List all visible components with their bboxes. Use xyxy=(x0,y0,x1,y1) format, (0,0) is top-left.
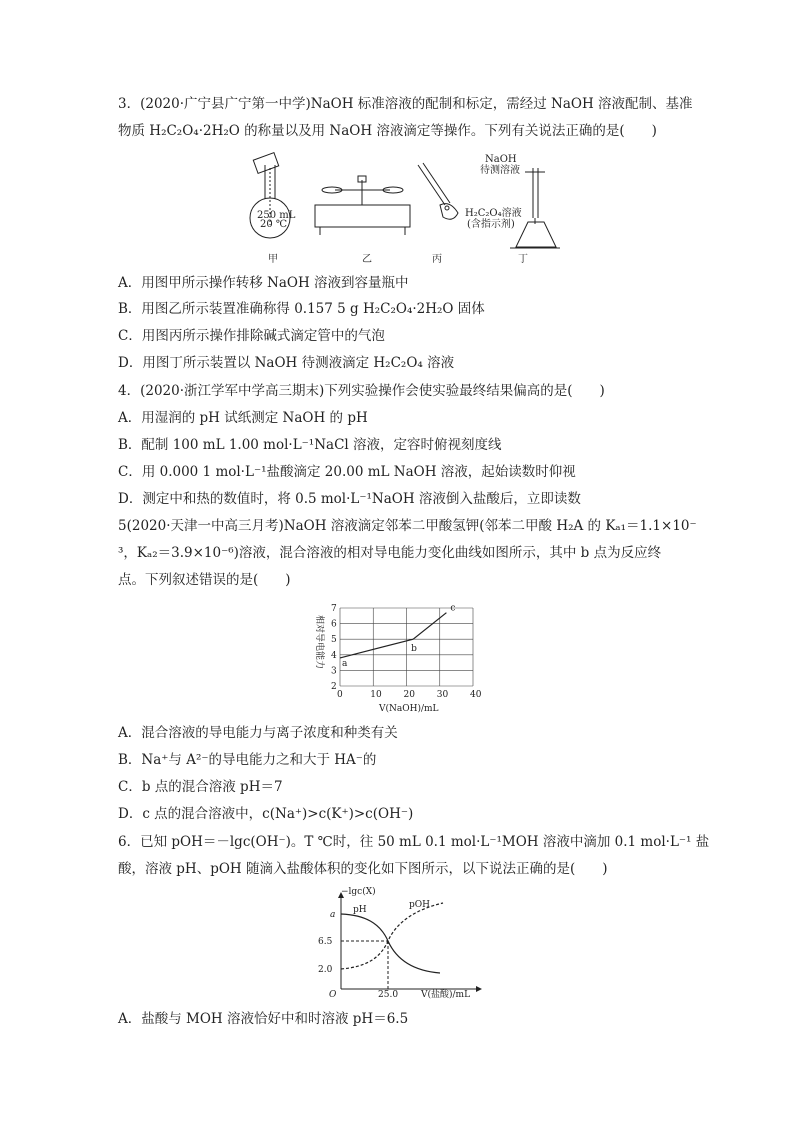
chart1-xtick-label: 30 xyxy=(436,690,449,700)
chart1-xtick-label: 40 xyxy=(470,690,482,700)
q4-stem: 4．(2020·浙江学军中学高三期末)下列实验操作会使实验最终结果偏高的是( ) xyxy=(118,383,605,399)
q6-stem-line1: 6．已知 pOH＝－lgc(OH⁻)。T ℃时，往 50 mL 0.1 mol·L⁻¹MOH 溶液中滴加 0.1 mol·L⁻¹ 盐 xyxy=(118,834,710,850)
chart1-ytick-label: 7 xyxy=(331,604,337,614)
chart2-ytick-6.5: 6.5 xyxy=(318,937,333,947)
q4-option-b: B．配制 100 mL 1.00 mol·L⁻¹NaCl 溶液，定容时俯视刻度线 xyxy=(118,437,502,453)
svg-text:待测溶液: 待测溶液 xyxy=(480,165,520,176)
chart1-point-label-c: c xyxy=(450,603,456,614)
svg-text:NaOH: NaOH xyxy=(485,154,517,165)
q6-option-a: A．盐酸与 MOH 溶液恰好中和时溶液 pH＝6.5 xyxy=(118,1011,409,1027)
q5-option-a: A．混合溶液的导电能力与离子浓度和种类有关 xyxy=(118,725,398,741)
q5-option-d: D．c 点的混合溶液中，c(Na⁺)>c(K⁺)>c(OH⁻) xyxy=(118,806,414,822)
chart1-series-line xyxy=(340,613,446,658)
chart2-xlabel: V(盐酸)/mL xyxy=(421,990,471,1000)
q3-stem-line2: 物质 H₂C₂O₄·2H₂O 的称量以及用 NaOH 溶液滴定等操作。下列有关说法正确的是( ) xyxy=(118,123,657,139)
chart2-ytick-2.0: 2.0 xyxy=(318,965,333,975)
q5-stem-line1: 5(2020·天津一中高三月考)NaOH 溶液滴定邻苯二甲酸氢钾(邻苯二甲酸 H₂A 的 Kₐ₁＝1.1×10⁻ xyxy=(118,518,697,534)
chart1-xtick-label: 0 xyxy=(337,690,343,700)
chart1-ytick-label: 6 xyxy=(331,619,337,630)
chart2-series-label-poh: pOH xyxy=(409,900,430,910)
q3-option-d: D．用图丁所示装置以 NaOH 待测液滴定 H₂C₂O₄ 溶液 xyxy=(118,355,455,371)
chart1-ytick-label: 5 xyxy=(331,635,337,646)
conductivity-chart xyxy=(305,598,490,713)
q5-stem-line2: ³，Kₐ₂＝3.9×10⁻⁶)溶液，混合溶液的相对导电能力变化曲线如图所示，其中 b 点为反应终 xyxy=(118,545,662,561)
chart1-ytick-label: 3 xyxy=(331,666,337,677)
chart1-ytick-label: 2 xyxy=(331,682,337,692)
volumetric-flask-figure xyxy=(250,153,296,238)
chart2-xtick-25: 25.0 xyxy=(378,990,399,1000)
fig-label-ding: 丁 xyxy=(518,254,528,265)
q3-option-a: A．用图甲所示操作转移 NaOH 溶液到容量瓶中 xyxy=(118,275,409,291)
q3-option-c: C．用图丙所示操作排除碱式滴定管中的气泡 xyxy=(118,328,385,344)
q3-apparatus-figure xyxy=(240,150,560,268)
ph-poh-chart xyxy=(305,885,495,1000)
q5-stem-line3: 点。下列叙述错误的是( ) xyxy=(118,572,291,588)
chart2-series-ph xyxy=(341,914,440,973)
chart1-ytick-label: 4 xyxy=(331,650,337,661)
q5-option-c: C．b 点的混合溶液 pH＝7 xyxy=(118,779,283,795)
fig-label-jia: 甲 xyxy=(268,254,278,265)
svg-text:250 mL: 250 mL xyxy=(257,210,296,221)
q4-option-d: D．测定中和热的数值时，将 0.5 mol·L⁻¹NaOH 溶液倒入盐酸后，立即读数 xyxy=(118,491,581,507)
q4-option-a: A．用湿润的 pH 试纸测定 NaOH 的 pH xyxy=(118,410,368,426)
q6-stem-line2: 酸，溶液 pH、pOH 随滴入盐酸体积的变化如下图所示，以下说法正确的是( ) xyxy=(118,861,608,877)
chart2-series-label-ph: pH xyxy=(353,905,367,915)
svg-text:H₂C₂O₄溶液: H₂C₂O₄溶液 xyxy=(465,208,522,219)
fig-label-yi: 乙 xyxy=(362,254,372,265)
q4-option-c: C．用 0.000 1 mol·L⁻¹盐酸滴定 20.00 mL NaOH 溶液，起始读数时仰视 xyxy=(118,464,576,480)
chart1-xlabel: V(NaOH)/mL xyxy=(379,704,439,713)
chart2-ytick-a: a xyxy=(330,910,336,920)
svg-text:(含指示剂): (含指示剂) xyxy=(467,219,515,230)
chart1-point-label-b: b xyxy=(411,644,417,655)
q3-option-b: B．用图乙所示装置准确称得 0.157 5 g H₂C₂O₄·2H₂O 固体 xyxy=(118,301,485,317)
chart1-xtick-label: 20 xyxy=(403,690,415,700)
q3-stem-line1: 3．(2020·广宁县广宁第一中学)NaOH 标准溶液的配制和标定，需经过 NaOH 溶液配制、基准 xyxy=(118,96,693,112)
q5-option-b: B．Na⁺与 A²⁻的导电能力之和大于 HA⁻的 xyxy=(118,752,377,768)
fig-label-bing: 丙 xyxy=(432,254,442,265)
svg-text:20 ℃: 20 ℃ xyxy=(260,219,288,230)
balance-figure xyxy=(315,176,410,235)
chart1-xtick-label: 10 xyxy=(370,690,382,700)
chart1-point-label-a: a xyxy=(342,658,348,669)
titration-setup-figure xyxy=(465,154,560,248)
chart1-ylabel: 相对导电能力 xyxy=(314,615,324,670)
chart2-ylabel: −lgc(X) xyxy=(341,887,376,897)
chart2-origin-label: O xyxy=(329,990,337,1000)
burette-bubble-figure xyxy=(418,163,458,219)
